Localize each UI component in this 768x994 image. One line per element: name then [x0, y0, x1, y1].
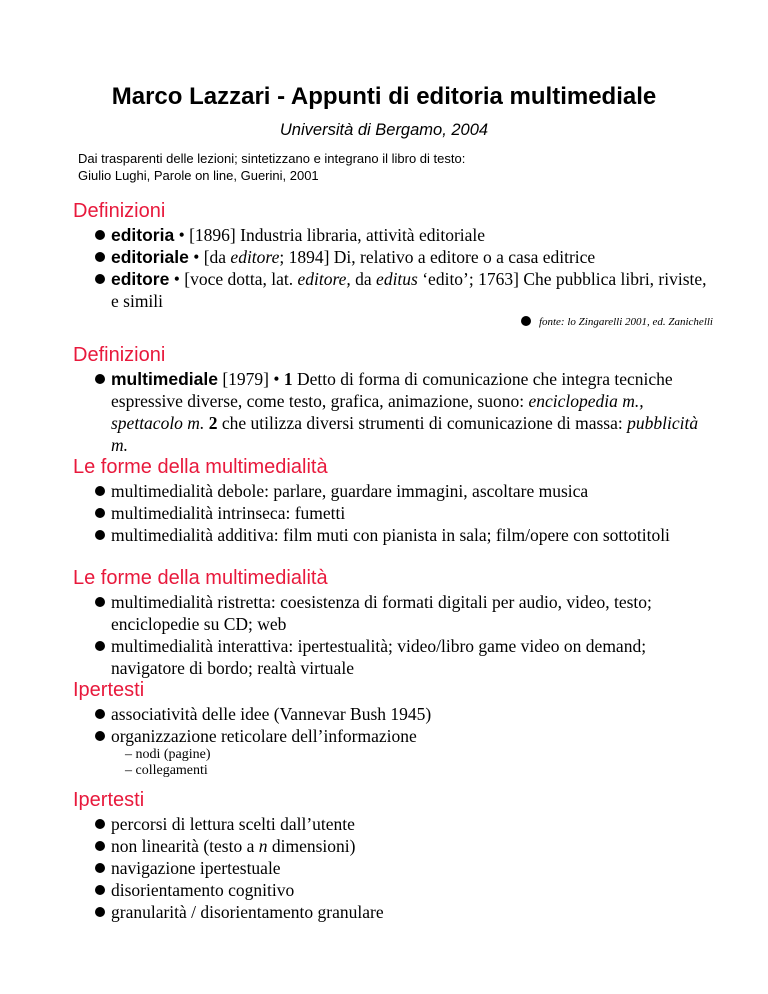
sense-number: 2	[208, 413, 218, 433]
item-text: multimedialità additiva: film muti con pianista in sala; film/opere con sottotitoli	[111, 525, 670, 545]
item-text: organizzazione reticolare dell’informazione	[111, 726, 417, 746]
list-item	[111, 502, 713, 524]
item-text: percorsi di lettura scelti dall’utente	[111, 814, 355, 834]
section-ipertesti-2	[73, 788, 713, 923]
list-item	[111, 901, 713, 923]
item-text: navigazione ipertestuale	[111, 858, 281, 878]
sub-list	[111, 747, 713, 779]
section-heading: Ipertesti	[73, 679, 145, 701]
section-forme-multimedialita-1	[73, 455, 713, 546]
document-subtitle: Università di Bergamo, 2004	[279, 121, 489, 139]
bullet-icon	[521, 316, 531, 326]
section-heading: Le forme della multimedialità	[73, 456, 328, 478]
definition-part: • [voce dotta, lat.	[169, 269, 298, 289]
bullet-icon	[95, 530, 105, 540]
definition-part: • [da	[188, 247, 231, 267]
list-item	[111, 368, 713, 456]
intro-line: Dai trasparenti delle lezioni; sintetizzano e integrano il libro di testo:	[78, 151, 466, 166]
list-item	[111, 835, 713, 857]
bullet-list	[73, 813, 713, 923]
section-heading: Ipertesti	[73, 789, 145, 811]
bullet-icon	[95, 252, 105, 262]
term: multimediale	[111, 369, 218, 389]
definition-emphasis: editus	[376, 269, 418, 289]
bullet-icon	[95, 274, 105, 284]
list-item	[111, 879, 713, 901]
section-definizioni-multimediale	[73, 343, 713, 456]
definition-part: ; 1894] Di, relativo a editore o a casa editrice	[279, 247, 596, 267]
bullet-list	[73, 703, 713, 779]
definition-part: da	[350, 269, 377, 289]
item-text: disorientamento cognitivo	[111, 880, 295, 900]
source-text: fonte: lo Zingarelli 2001, ed. Zanichelli	[538, 316, 713, 328]
definition-part: [1979] •	[217, 369, 284, 389]
bullet-icon	[95, 641, 105, 651]
definition-emphasis: pubblicità m.	[111, 413, 699, 455]
section-definizioni-editoria	[73, 199, 713, 329]
definition-emphasis: enciclopedia m., spettacolo m.	[111, 391, 644, 433]
bullet-icon	[95, 819, 105, 829]
section-forme-multimedialita-2	[73, 566, 713, 679]
bullet-icon	[95, 597, 105, 607]
list-item	[111, 857, 713, 879]
item-text: multimedialità interattiva: ipertestualità; video/libro game video on demand; navigatore di bordo; realtà virtuale	[111, 636, 647, 678]
item-emphasis: n	[258, 836, 268, 856]
sub-item: – collegamenti	[125, 763, 208, 778]
item-text: granularità / disorientamento granulare	[111, 902, 384, 922]
bullet-list	[73, 591, 713, 679]
definition-part: ‘edito’; 1763] Che pubblica libri, riviste, e simili	[111, 269, 707, 311]
bullet-icon	[95, 508, 105, 518]
item-text: multimedialità intrinseca: fumetti	[111, 503, 346, 523]
list-item	[111, 725, 713, 779]
bullet-list	[73, 224, 713, 312]
list-item	[111, 813, 713, 835]
item-text: multimedialità ristretta: coesistenza di formati digitali per audio, video, testo; enciclopedie su CD; web	[111, 592, 652, 634]
intro-line: Giulio Lughi, Parole on line, Guerini, 2001	[78, 168, 319, 183]
document-title: Marco Lazzari - Appunti di editoria multimediale	[111, 83, 657, 110]
source-note	[73, 315, 713, 329]
bullet-icon	[95, 841, 105, 851]
item-text: non linearità (testo a	[111, 836, 259, 856]
definition-part: Detto di forma di comunicazione che integra tecniche espressive diverse, come testo, grafica, animazione, suono:	[111, 369, 673, 411]
term: editore	[111, 269, 170, 289]
section-heading: Definizioni	[73, 344, 166, 366]
term: editoriale	[111, 247, 189, 267]
bullet-icon	[95, 907, 105, 917]
bullet-list	[73, 368, 713, 456]
section-heading: Le forme della multimedialità	[73, 567, 328, 589]
definition-part: che utilizza diversi strumenti di comunicazione di massa:	[217, 413, 628, 433]
bullet-icon	[95, 374, 105, 384]
sub-item: – nodi (pagine)	[125, 747, 211, 762]
list-item	[111, 524, 713, 546]
bullet-icon	[95, 885, 105, 895]
bullet-icon	[95, 230, 105, 240]
bullet-icon	[95, 709, 105, 719]
list-item	[111, 246, 713, 268]
bullet-icon	[95, 486, 105, 496]
list-item	[111, 591, 713, 635]
list-item	[111, 703, 713, 725]
item-text: associatività delle idee (Vannevar Bush 1945)	[111, 704, 432, 724]
definition-emphasis: editore,	[297, 269, 351, 289]
bullet-icon	[95, 731, 105, 741]
list-item	[111, 268, 713, 312]
intro-note	[78, 150, 698, 184]
list-item	[111, 635, 713, 679]
section-heading: Definizioni	[73, 200, 166, 222]
section-ipertesti-1	[73, 678, 713, 779]
item-text: dimensioni)	[267, 836, 356, 856]
bullet-list	[73, 480, 713, 546]
bullet-icon	[95, 863, 105, 873]
list-item	[111, 480, 713, 502]
item-text: multimedialità debole: parlare, guardare immagini, ascoltare musica	[111, 481, 589, 501]
definition: • [1896] Industria libraria, attività editoriale	[174, 225, 486, 245]
sense-number: 1	[283, 369, 293, 389]
definition-emphasis: editore	[230, 247, 280, 267]
term: editoria	[111, 225, 175, 245]
list-item	[111, 224, 713, 246]
